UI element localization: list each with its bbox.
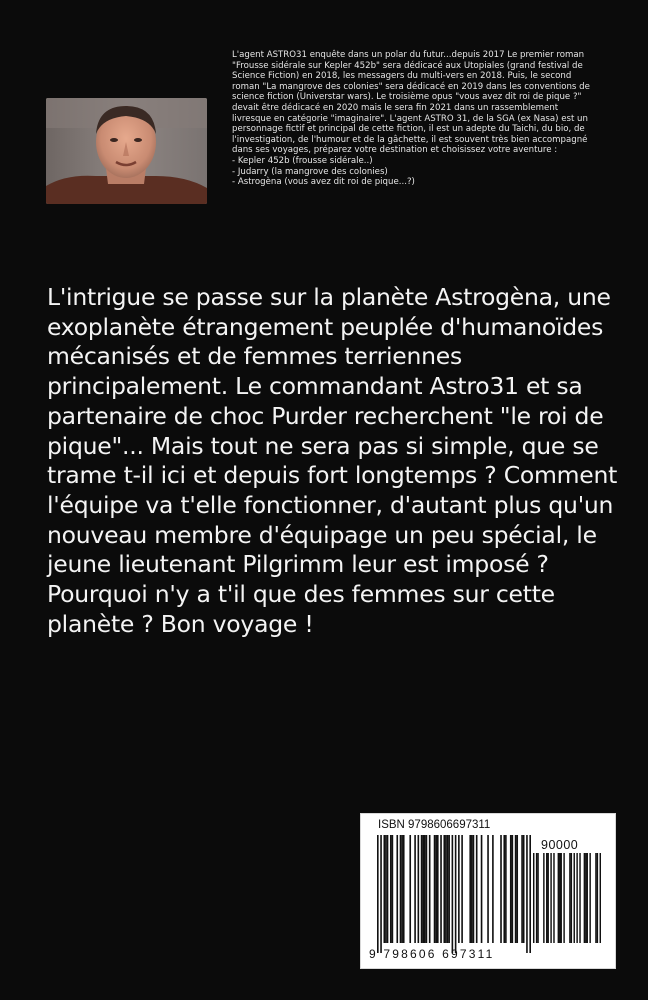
barcode-bar — [521, 835, 523, 943]
isbn-digits: 9 798606 697311 — [369, 947, 495, 961]
barcode-bar — [434, 835, 436, 943]
barcode-bar — [437, 835, 439, 943]
barcode-bar — [440, 835, 442, 943]
barcode-bar — [487, 835, 489, 943]
adventure-list — [232, 156, 592, 188]
adventure-list-item: - Astrogèna (vous avez dit roi de pique...?) — [232, 177, 415, 188]
isbn-label: ISBN 9798606697311 — [378, 819, 491, 831]
barcode-bar — [387, 835, 389, 943]
addon-barcode-bar — [550, 853, 551, 943]
barcode-bar — [505, 835, 507, 943]
barcode-bar — [512, 835, 514, 943]
price-addon-barcode — [533, 853, 601, 953]
barcode-bar — [392, 835, 394, 943]
barcode-bar — [414, 835, 416, 943]
barcode-bar — [424, 835, 426, 943]
barcode-bar — [400, 835, 402, 943]
addon-barcode-bar — [569, 853, 570, 943]
addon-barcode-bar — [574, 853, 575, 943]
addon-barcode-bar — [547, 853, 548, 943]
barcode-bar — [476, 835, 478, 943]
addon-barcode-bar — [546, 853, 547, 943]
barcode-bar — [471, 835, 473, 943]
barcode-bar — [409, 835, 411, 943]
barcode-bar — [516, 835, 518, 943]
barcode-bar — [452, 835, 454, 953]
barcode-bar — [426, 835, 428, 943]
barcode-bar — [377, 835, 379, 953]
barcode-bar — [469, 835, 471, 943]
addon-barcode-bar — [589, 853, 590, 943]
addon-barcode-bar — [600, 853, 601, 943]
addon-barcode-bar — [587, 853, 588, 943]
addon-barcode-bar — [563, 853, 564, 943]
addon-barcode-bar — [584, 853, 585, 943]
barcode-bar — [492, 835, 494, 943]
addon-barcode-bar — [595, 853, 596, 943]
barcode-bar — [523, 835, 525, 943]
barcode-bar — [429, 835, 431, 943]
addon-barcode-bar — [558, 853, 559, 943]
author-bio — [232, 50, 592, 188]
addon-barcode-bar — [543, 853, 544, 943]
barcode-bar — [447, 835, 449, 943]
addon-barcode-bar — [533, 853, 534, 943]
addon-barcode-bar — [597, 853, 598, 943]
barcode-bar — [529, 835, 531, 953]
barcode-bar — [422, 835, 424, 943]
barcode-bar — [500, 835, 502, 943]
isbn-barcode-box — [360, 813, 616, 969]
barcode-bar — [380, 835, 382, 953]
barcode-bar — [510, 835, 512, 943]
barcode-bar — [401, 835, 403, 943]
barcode-bar — [526, 835, 528, 953]
addon-barcode-bar — [537, 853, 538, 943]
barcode-bar — [455, 835, 457, 953]
barcode-bar — [445, 835, 447, 943]
addon-barcode-bar — [571, 853, 572, 943]
barcode-bar — [403, 835, 405, 943]
addon-barcode-bar — [560, 853, 561, 943]
barcode-bar — [435, 835, 437, 943]
addon-barcode-bar — [576, 853, 577, 943]
addon-barcode-bar — [585, 853, 586, 943]
barcode-bar — [481, 835, 483, 943]
barcode-bar — [515, 835, 517, 943]
barcode-bar — [383, 835, 385, 943]
author-bio-text: L'agent ASTRO31 enquête dans un polar du futur...depuis 2017 Le premier roman "Frousse sidérale sur Kepler 452b" sera dédicacé aux Utopiales (grand festival de Science Fiction) en 2018, les messagers du multi-vers en 2018. Puis, le second roman "La mangrove des colonies" sera dédicacé en 2019 dans les conventions de science fiction (Universtar wars). Le troisième opus "vous avez dit roi de pique ?" devait être dédicacé en 2020 mais le sera fin 2021 dans un rassemblement livresque en catégorie "imaginaire". L'agent ASTRO 31, de la SGA (ex Nasa) est un personnage fictif et principal de cette fiction, il est un adepte du Taichi, du bio, de l'investigation, de l'humour et de la gâchette, il est souvent très bien accompagné dans ses voyages, préparez votre destination et choisissez votre aventure : — [232, 50, 590, 156]
barcode-bar — [385, 835, 387, 943]
addon-barcode-bar — [559, 853, 560, 943]
barcode-bar — [443, 835, 445, 943]
barcode-bar — [390, 835, 392, 943]
barcode-bar — [503, 835, 505, 943]
author-portrait-image — [46, 98, 207, 204]
addon-barcode-bar — [536, 853, 537, 943]
barcode-bar — [473, 835, 475, 943]
barcode-bar — [396, 835, 398, 943]
price-code: 90000 — [541, 838, 579, 852]
isbn-barcode — [377, 835, 531, 953]
author-photo — [46, 98, 207, 204]
barcode-bar — [418, 835, 420, 943]
barcode-bar — [421, 835, 423, 943]
barcode-bar — [448, 835, 450, 943]
barcode-bar — [461, 835, 463, 943]
book-synopsis: L'intrigue se passe sur la planète Astrogèna, une exoplanète étrangement peuplée d'humanoïdes mécanisés et de femmes terriennes principalement. Le commandant Astro31 et sa partenaire de choc Purder recherchent "le roi de pique"... Mais tout ne sera pas si simple, que se trame t-il ici et depuis fort longtemps ? Comment l'équipe va t'elle fonctionner, d'autant plus qu'un nouveau membre d'équipage un peu spécial, le jeune lieutenant Pilgrimm leur est imposé ? Pourquoi n'y a t'il que des femmes sur cette planète ? Bon voyage ! — [47, 283, 618, 638]
barcode-bar — [458, 835, 460, 943]
adventure-list-item: - Judarry (la mangrove des colonies) — [232, 166, 388, 177]
adventure-list-item: - Kepler 452b (frousse sidérale..) — [232, 155, 373, 166]
addon-barcode-bar — [553, 853, 554, 943]
addon-barcode-bar — [579, 853, 580, 943]
